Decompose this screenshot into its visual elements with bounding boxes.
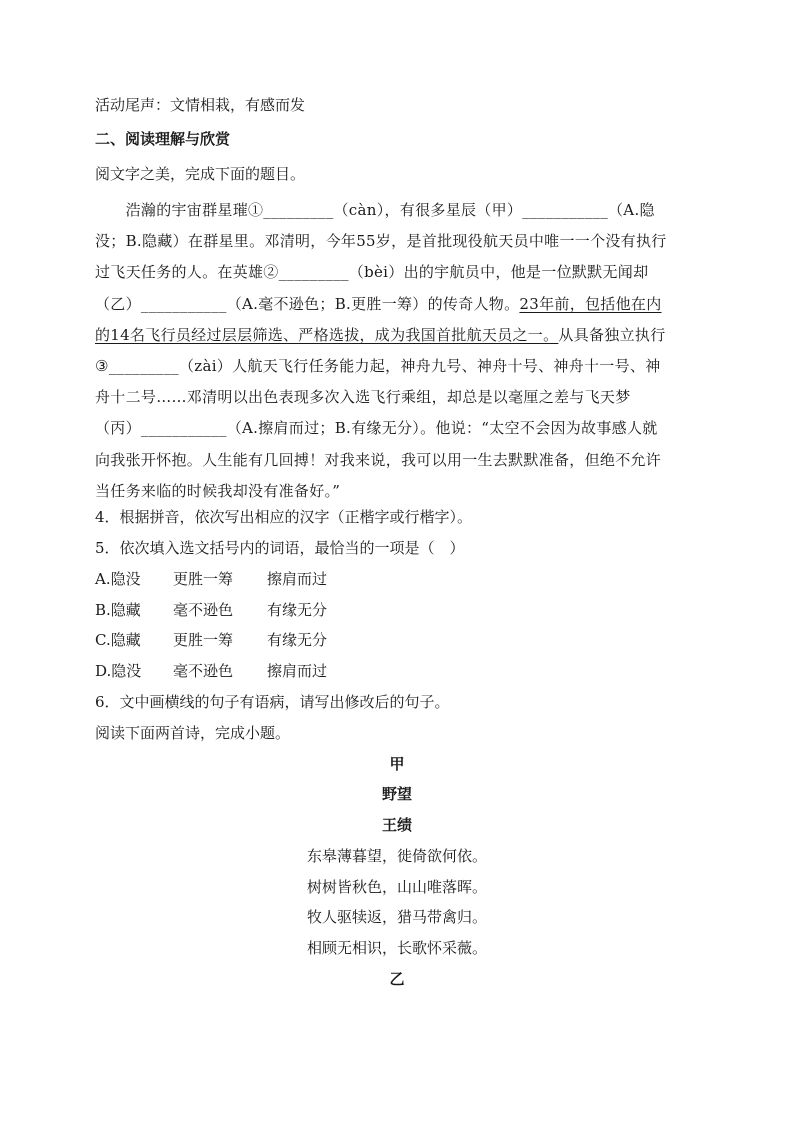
poem-a-title: 野望 [381, 785, 412, 803]
question-6: 6．文中画横线的句子有语病，请写出修改后的句子。 [95, 693, 450, 711]
passage-line: 向我张开怀抱。人生能有几回搏！对我来说，我可以用一生去默默准备，但绝不允许 [95, 450, 662, 469]
passage-line: 当任务来临的时候我却没有准备好。” [95, 481, 341, 500]
option-word: A.隐没 [95, 570, 141, 588]
poem-line: 牧人驱犊返，猎马带禽归。 [306, 908, 487, 926]
passage-line: 没；B.隐藏）在群星里。邓清明，今年55岁，是首批现役航天员中唯一一个没有执行 [95, 232, 667, 251]
reading-passage [95, 195, 695, 507]
passage-text: （乙）___________（A.毫不逊色；B.更胜一筹）的传奇人物。 [95, 294, 520, 313]
option-word: 擦肩而过 [267, 570, 328, 588]
option-b [95, 600, 327, 620]
poem-line: 树树皆秋色，山山唯落晖。 [306, 878, 487, 896]
underlined-sentence: 23年前，包括他在内 [519, 294, 662, 313]
question-5: 5．依次填入选文括号内的词语，最恰当的一项是（ ） [95, 539, 465, 557]
passage-line: 过飞天任务的人。在英雄②_________（bèi）出的宇航员中，他是一位默默无闻却 [95, 263, 649, 282]
option-d [95, 661, 327, 681]
option-word: C.隐藏 [95, 631, 141, 649]
passage-line: 舟十二号……邓清明以出色表现多次入选飞行乘组，却总是以毫厘之差与飞天梦 [95, 388, 631, 407]
poem-b-label: 乙 [389, 970, 405, 988]
option-a [95, 569, 327, 589]
poem-line: 东皋薄暮望，徙倚欲何依。 [306, 847, 487, 865]
reading-intro: 阅文字之美，完成下面的题目。 [95, 165, 306, 183]
passage-line: （丙）___________（A.擦肩而过；B.有缘无分）。他说：“太空不会因为故事感人就 [95, 419, 658, 438]
question-4: 4．根据拼音，依次写出相应的汉字（正楷字或行楷字）。 [95, 508, 473, 526]
passage-line: 浩瀚的宇宙群星璀①_________（càn），有很多星辰（甲）___________（A.隐 [95, 201, 655, 219]
option-word: 更胜一筹 [173, 631, 234, 649]
underlined-sentence: 的14名飞行员经过层层筛选、严格选拔，成为我国首批航天员之一。 [95, 325, 559, 344]
option-c [95, 630, 327, 650]
option-word: 有缘无分 [267, 631, 328, 649]
poem-a-label: 甲 [389, 755, 405, 773]
option-word: 擦肩而过 [267, 662, 328, 680]
option-word: 更胜一筹 [173, 570, 234, 588]
option-word: 有缘无分 [267, 601, 328, 619]
activity-end-text: 活动尾声：文情相栽，有感而发 [95, 96, 306, 114]
option-word: 毫不逊色 [173, 662, 234, 680]
passage-line [95, 320, 695, 351]
passage-line [95, 289, 695, 320]
poem-line: 相顾无相识，长歌怀采薇。 [306, 939, 487, 957]
option-word: B.隐藏 [95, 601, 141, 619]
section-title: 二、阅读理解与欣赏 [95, 130, 231, 148]
option-word: D.隐没 [95, 662, 142, 680]
poem-a-author: 王绩 [381, 816, 412, 834]
poem-intro: 阅读下面两首诗，完成小题。 [95, 724, 291, 742]
option-word: 毫不逊色 [173, 601, 234, 619]
passage-line: ③_________（zài）人航天飞行任务能力起，神舟九号、神舟十号、神舟十一号、神 [95, 357, 661, 376]
passage-text: 从具备独立执行 [558, 325, 666, 344]
